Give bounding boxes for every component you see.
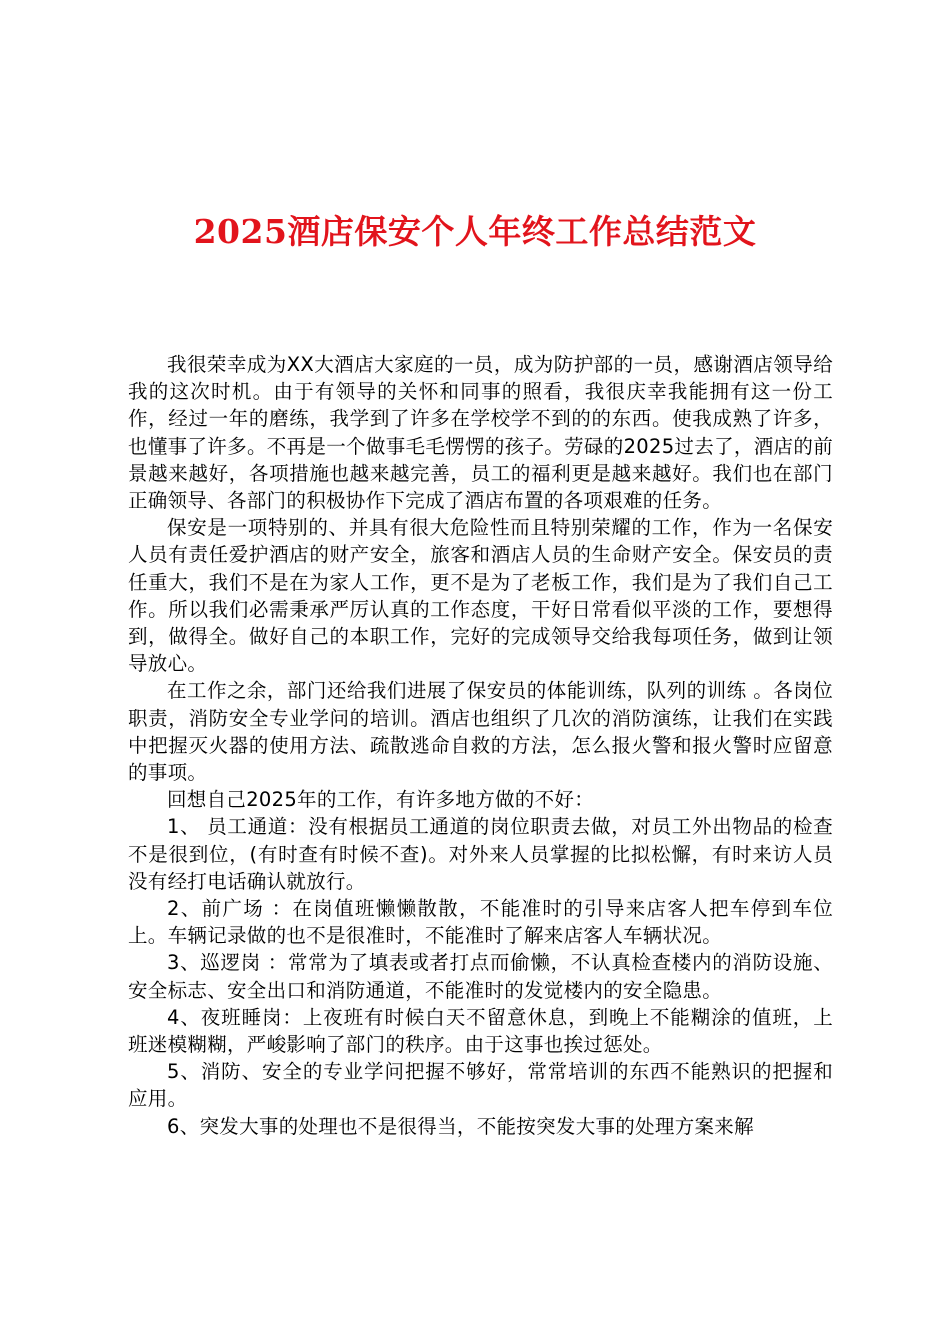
paragraph-review-heading: 回想自己2025年的工作，有许多地方做的不好： [167, 788, 595, 812]
list-item-patrol: 3、巡逻岗 ：常常为了填表或者打点而偷懒，不认真检查楼内的消防设施、安全标志、安全出口和消防通道，不能准时的发觉楼内的安全隐患。 [128, 951, 833, 1002]
paragraph-training: 在工作之余，部门还给我们进展了保安员的体能训练，队列的训练 。各岗位职责，消防安全专业学问的培训。酒店也组织了几次的消防演练，让我们在实践中把握灭火器的使用方法、疏散逃命自救的方法，怎么报火警和报火警时应留意的事项。 [128, 679, 833, 785]
paragraph-security-duty: 保安是一项特别的、并具有很大危险性而且特别荣耀的工作，作为一名保安人员有责任爱护酒店的财产安全，旅客和酒店人员的生命财产安全。保安员的责任重大，我们不是在为家人工作，更不是为了老板工作，我们是为了我们自己工作。所以我们必需秉承严厉认真的工作态度，干好日常看似平淡的工作，要想得到，做得全。做好自己的本职工作，完好的完成领导交给我每项任务，做到让领导放心。 [128, 516, 833, 676]
list-item-fire-safety: 5、消防、安全的专业学问把握不够好，常常培训的东西不能熟识的把握和应用。 [128, 1060, 833, 1111]
document-title: 2025酒店保安个人年终工作总结范文 [193, 212, 757, 251]
list-item-night-shift: 4、夜班睡岗：上夜班有时候白天不留意休息，到晚上不能糊涂的值班，上班迷模糊糊，严峻影响了部门的秩序。由于这事也挨过惩处。 [128, 1005, 833, 1057]
list-item-emergency: 6、突发大事的处理也不是很得当，不能按突发大事的处理方案来解 [167, 1114, 754, 1138]
list-item-front-plaza: 2、前广场 ：在岗值班懒懒散散，不能准时的引导来店客人把车停到车位上。车辆记录做的也不是很准时，不能准时了解来店客人车辆状况。 [128, 897, 833, 948]
paragraph-intro: 我很荣幸成为XX大酒店大家庭的一员，成为防护部的一员，感谢酒店领导给我的这次时机。由于有领导的关怀和同事的照看，我很庆幸我能拥有这一份工作，经过一年的磨练，我学到了许多在学校学不到的的东西。使我成熟了许多，也懂事了许多。不再是一个做事毛毛愣愣的孩子。劳碌的2025过去了，酒店的前景越来越好，各项措施也越来越完善，员工的福利更是越来越好。我们也在部门正确领导、各部门的积极协作下完成了酒店布置的各项艰难的任务。 [128, 353, 833, 513]
list-item-employee-passage: 1、 员工通道：没有根据员工通道的岗位职责去做，对员工外出物品的检查不是很到位，(有时查有时候不查)。对外来人员掌握的比拟松懈，有时来访人员没有经打电话确认就放行。 [128, 815, 833, 893]
document-body [128, 351, 833, 1140]
